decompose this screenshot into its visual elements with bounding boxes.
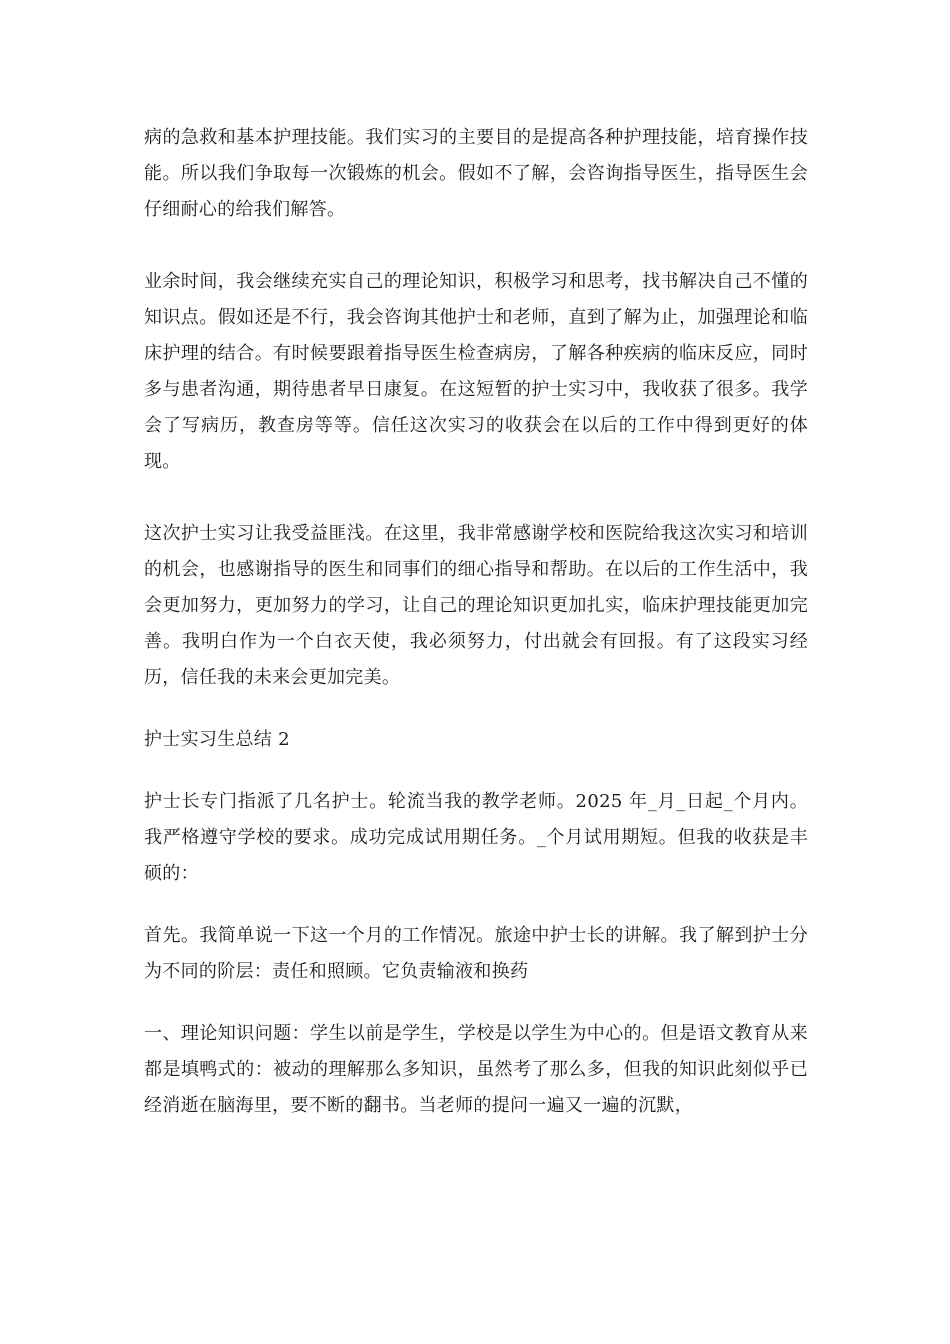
- section-paragraph-3: 一、理论知识问题：学生以前是学生，学校是以学生为中心的。但是语文教育从来都是填鸭式的：被动的理解那么多知识，虽然考了那么多，但我的知识此刻似乎已经消逝在脑海里，要不断的翻书。当老师的提问一遍又一遍的沉默，: [144, 1023, 808, 1116]
- paragraph-2: 业余时间，我会继续充实自己的理论知识，积极学习和思考，找书解决自己不懂的知识点。假如还是不行，我会咨询其他护士和老师，直到了解为止，加强理论和临床护理的结合。有时候要跟着指导医生检查病房，了解各种疾病的临床反应，同时多与患者沟通，期待患者早日康复。在这短暂的护士实习中，我收获了很多。我学会了写病历，教查房等等。信任这次实习的收获会在以后的工作中得到更好的体现。: [144, 271, 808, 472]
- paragraph-3: 这次护士实习让我受益匪浅。在这里，我非常感谢学校和医院给我这次实习和培训的机会，也感谢指导的医生和同事们的细心指导和帮助。在以后的工作生活中，我会更加努力，更加努力的学习，让自己的理论知识更加扎实，临床护理技能更加完善。我明白作为一个白衣天使，我必须努力，付出就会有回报。有了这段实习经历，信任我的未来会更加完美。: [144, 523, 808, 688]
- section-paragraph-2: 首先。我简单说一下这一个月的工作情况。旅途中护士长的讲解。我了解到护士分为不同的阶层：责任和照顾。它负责输液和换药: [144, 925, 808, 982]
- document-page: [144, 120, 808, 1160]
- section-heading: 护士实习生总结 2: [144, 729, 290, 750]
- section-paragraph-1: 护士长专门指派了几名护士。轮流当我的教学老师。2025 年_月_日起_个月内。我严格遵守学校的要求。成功完成试用期任务。_个月试用期短。但我的收获是丰硕的：: [144, 791, 808, 884]
- paragraph-1: 病的急救和基本护理技能。我们实习的主要目的是提高各种护理技能，培育操作技能。所以我们争取每一次锻炼的机会。假如不了解，会咨询指导医生，指导医生会仔细耐心的给我们解答。: [144, 127, 808, 220]
